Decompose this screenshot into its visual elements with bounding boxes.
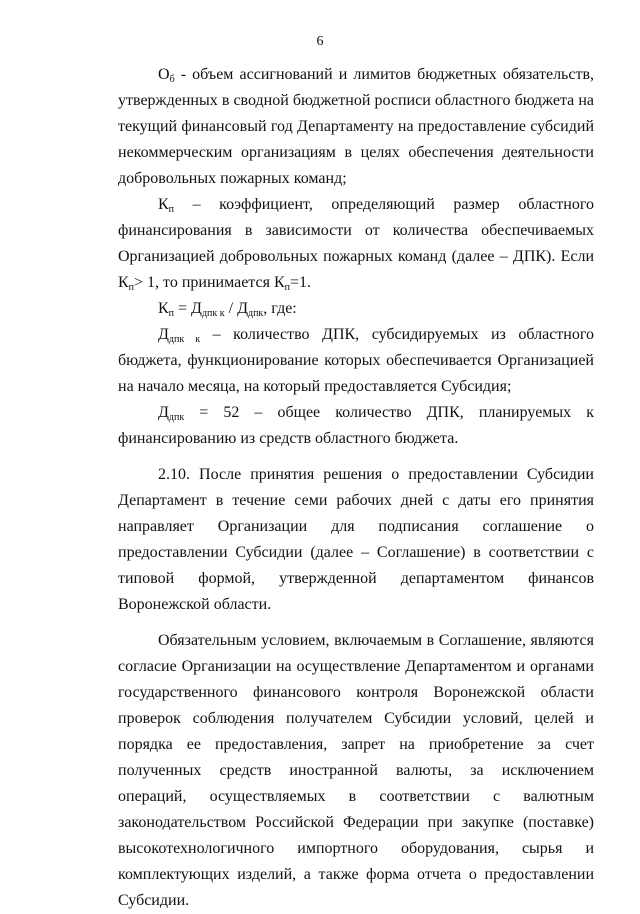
symbol-k: К (158, 300, 169, 317)
symbol-subscript: дпк (168, 412, 185, 423)
paragraph-text: > 1, то принимается К (134, 274, 285, 291)
paragraph-text: =1. (289, 274, 312, 291)
paragraph-text: – коэффициент, определяющий размер областного финансирования в зависимости от количества обеспечиваемых Организацией добровольных пожарных команд (далее – ДПК). Если К (118, 196, 594, 291)
symbol-o: О (158, 66, 170, 83)
symbol-subscript: дпк к (201, 308, 225, 319)
paragraph-text: - объем ассигнований и лимитов бюджетных обязательств, утвержденных в сводной бюджетной росписи областного бюджета на текущий финансовый год Департаменту на предоставление субсидий некоммерческим организациям в целях обеспечения деятельности добровольных пожарных команд; (118, 66, 594, 187)
paragraph-gap (118, 452, 594, 462)
formula-text: = Д (174, 300, 202, 317)
symbol-d: Д (158, 326, 169, 343)
symbol-k: К (158, 196, 169, 213)
paragraph-text: = 52 – общее количество ДПК, планируемых к финансированию из средств областного бюджета. (118, 404, 594, 447)
paragraph-text: – количество ДПК, субсидируемых из областного бюджета, функционирование которых обеспечивается Организацией на начало месяца, на который предоставляется Субсидия; (118, 326, 595, 395)
symbol-subscript: б (169, 74, 175, 85)
paragraph-kp-definition (118, 192, 594, 296)
paragraph-mandatory-condition: Обязательным условием, включаемым в Соглашение, являются согласие Организации на осуществление Департаментом и органами государственного финансового контроля Воронежской области проверок соблюдения получателем Субсидии условий, целей и порядка ее предоставления, запрет на приобретение за счет полученных средств иностранной валюты, за исключением операций, осуществляемых в соответствии с валютным законодательством Российской Федерации при закупке (поставке) высокотехнологичного импортного оборудования, сырья и комплектующих изделий, а также форма отчета о предоставлении Субсидии. (118, 632, 594, 909)
symbol-subscript: п (128, 282, 135, 293)
symbol-subscript: п (168, 308, 175, 319)
symbol-subscript: дпк (247, 308, 264, 319)
symbol-subscript: п (284, 282, 290, 293)
document-body (118, 62, 594, 914)
formula-text: / Д (224, 300, 248, 317)
formula-text: , где: (263, 300, 297, 317)
symbol-subscript: дпк к (168, 334, 201, 345)
page-number: 6 (316, 34, 324, 49)
formula-kp (118, 296, 594, 322)
symbol-d: Д (158, 404, 169, 421)
paragraph-clause-2-10: 2.10. После принятия решения о предоставлении Субсидии Департамент в течение семи рабочих дней с даты его принятия направляет Организации для подписания соглашение о предоставлении Субсидии (далее – Соглашение) в соответствии с типовой формой, утвержденной департаментом финансов Воронежской области. (118, 466, 594, 613)
paragraph-gap (118, 618, 594, 628)
symbol-subscript: п (168, 204, 175, 215)
paragraph-ob-definition (118, 62, 594, 192)
paragraph-dpk-definition (118, 400, 594, 452)
paragraph-dpk-k-definition (118, 322, 594, 400)
